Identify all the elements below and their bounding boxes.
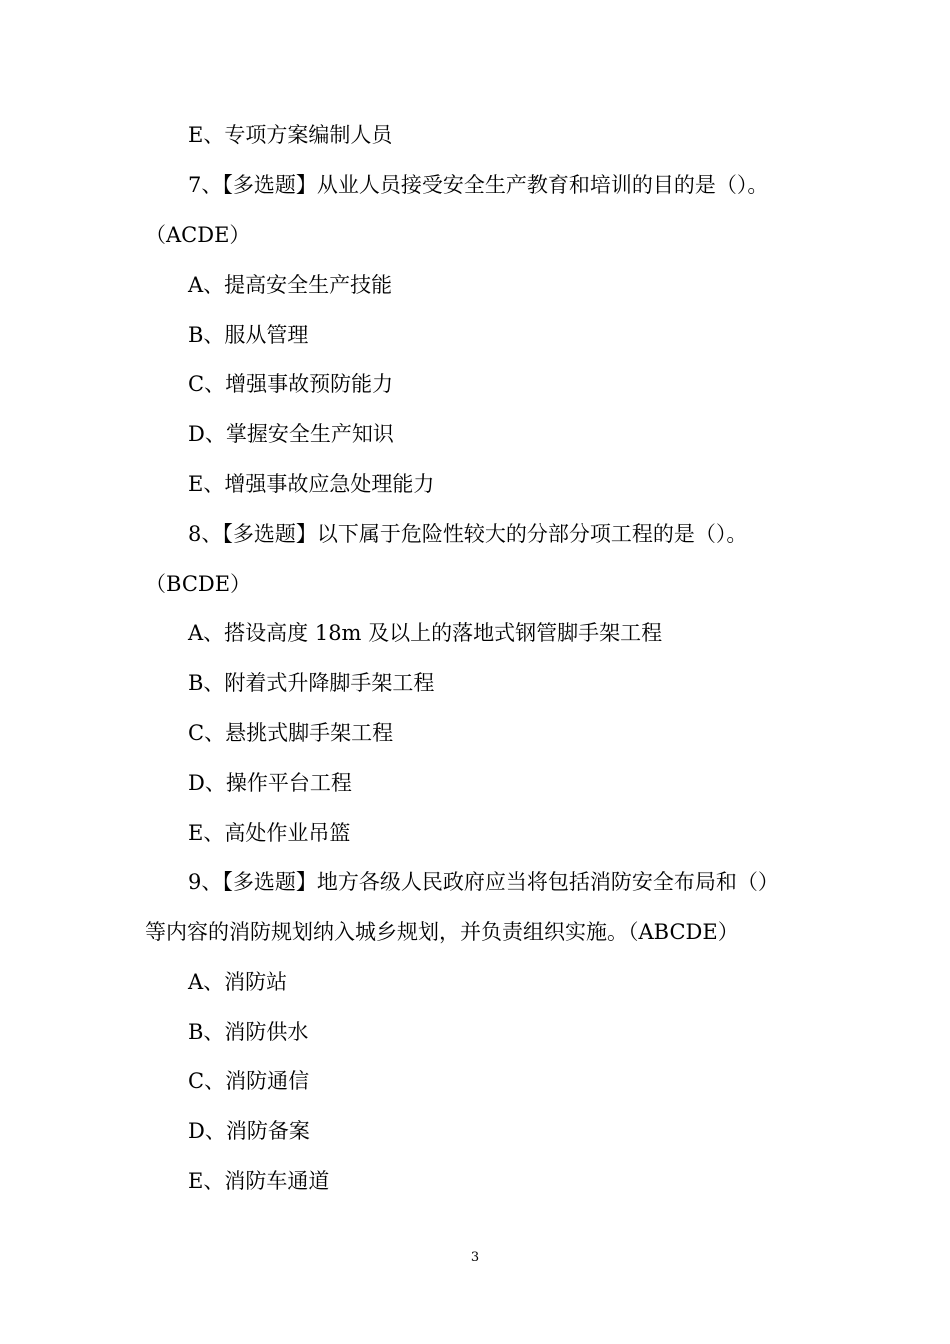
q9-option-b: B、消防供水 xyxy=(188,1020,309,1044)
q9-stem-continued: 等内容的消防规划纳入城乡规划，并负责组织实施。（ABCDE） xyxy=(145,920,739,944)
q8-option-a: A、搭设高度 18m 及以上的落地式钢管脚手架工程 xyxy=(188,621,663,645)
q8-option-d: D、操作平台工程 xyxy=(188,771,352,795)
q7-option-c: C、增强事故预防能力 xyxy=(188,372,394,396)
q7-answer: （ACDE） xyxy=(145,223,251,247)
q7-option-a: A、提高安全生产技能 xyxy=(188,273,393,297)
q8-answer: （BCDE） xyxy=(145,572,252,596)
page-number: 3 xyxy=(470,1250,480,1265)
q8-stem: 8、【多选题】以下属于危险性较大的分部分项工程的是（）。 xyxy=(188,522,748,546)
q9-option-a: A、消防站 xyxy=(188,970,288,994)
q8-option-b: B、附着式升降脚手架工程 xyxy=(188,671,435,695)
q6-option-e: E、专项方案编制人员 xyxy=(188,123,393,147)
q7-option-b: B、服从管理 xyxy=(188,323,309,347)
q9-option-c: C、消防通信 xyxy=(188,1069,310,1093)
q9-option-e: E、消防车通道 xyxy=(188,1169,330,1193)
q9-option-d: D、消防备案 xyxy=(188,1119,310,1143)
q8-option-c: C、悬挑式脚手架工程 xyxy=(188,721,394,745)
q7-stem: 7、【多选题】从业人员接受安全生产教育和培训的目的是（）。 xyxy=(188,173,769,197)
q7-option-d: D、掌握安全生产知识 xyxy=(188,422,394,446)
q8-option-e: E、高处作业吊篮 xyxy=(188,821,351,845)
q9-stem: 9、【多选题】地方各级人民政府应当将包括消防安全布局和（） xyxy=(188,870,779,894)
q7-option-e: E、增强事故应急处理能力 xyxy=(188,472,435,496)
